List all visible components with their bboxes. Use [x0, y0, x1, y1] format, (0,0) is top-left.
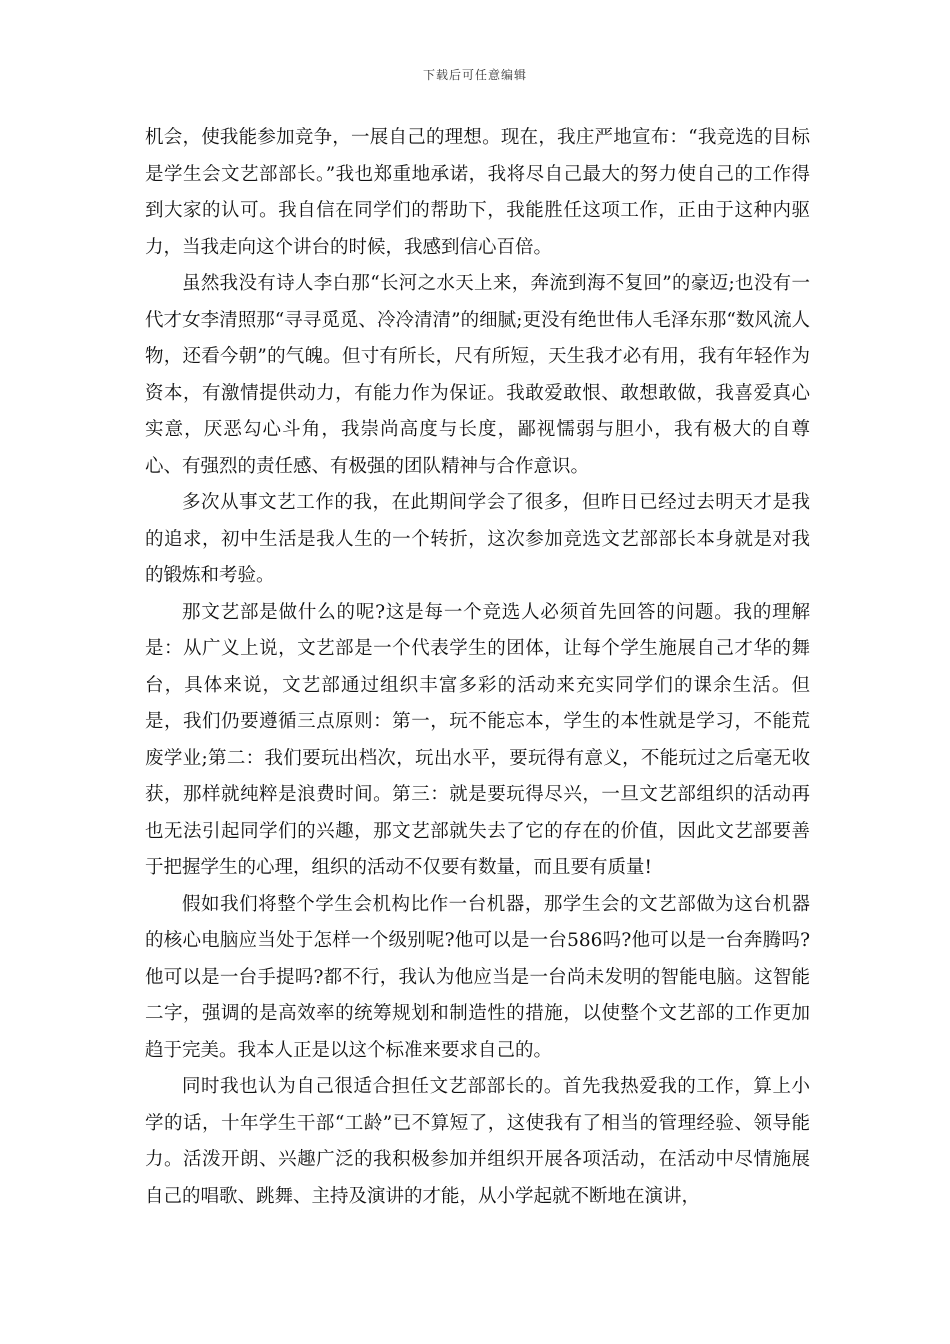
paragraph-continuation: 机会，使我能参加竞争，一展自己的理想。现在，我庄严地宣布：“我竞选的目标是学生会文艺部部长。”我也郑重地承诺，我将尽自己最大的努力使自己的工作得到大家的认可。我自信在同学们的帮助下，我能胜任这项工作，正由于这种内驱力，当我走向这个讲台的时候，我感到信心百倍。 [145, 127, 810, 258]
document-body [145, 120, 810, 1215]
paragraph: 多次从事文艺工作的我，在此期间学会了很多，但昨日已经过去明天才是我的追求，初中生活是我人生的一个转折，这次参加竞选文艺部部长本身就是对我的锻炼和考验。 [145, 492, 810, 586]
paragraph: 同时我也认为自己很适合担任文艺部部长的。首先我热爱我的工作，算上小学的话，十年学生干部“工龄”已不算短了，这使我有了相当的管理经验、领导能力。活泼开朗、兴趣广泛的我积极参加并组织开展各项活动，在活动中尽情施展自己的唱歌、跳舞、主持及演讲的才能，从小学起就不断地在演讲， [145, 1076, 810, 1207]
paragraph: 虽然我没有诗人李白那“长河之水天上来，奔流到海不复回”的豪迈;也没有一代才女李清照那“寻寻觅觅、冷冷清清”的细腻;更没有绝世伟人毛泽东那“数风流人物，还看今朝”的气魄。但寸有所长，尺有所短，天生我才必有用，我有年轻作为资本，有激情提供动力，有能力作为保证。我敢爱敢恨、敢想敢做，我喜爱真心实意，厌恶勾心斗角，我崇尚高度与长度，鄙视懦弱与胆小，我有极大的自尊心、有强烈的责任感、有极强的团队精神与合作意识。 [145, 273, 810, 477]
page-header-note: 下载后可任意编辑 [422, 68, 527, 82]
paragraph: 假如我们将整个学生会机构比作一台机器，那学生会的文艺部做为这台机器的核心电脑应当处于怎样一个级别呢?他可以是一台586吗?他可以是一台奔腾吗?他可以是一台手提吗?都不行，我认为他应当是一台尚未发明的智能电脑。这智能二字，强调的是高效率的统筹规划和制造性的措施，以使整个文艺部的工作更加趋于完美。我本人正是以这个标准来要求自己的。 [145, 893, 810, 1061]
paragraph: 那文艺部是做什么的呢?这是每一个竞选人必须首先回答的问题。我的理解是：从广义上说，文艺部是一个代表学生的团体，让每个学生施展自己才华的舞台，具体来说，文艺部通过组织丰富多彩的活动来充实同学们的课余生活。但是，我们仍要遵循三点原则：第一，玩不能忘本，学生的本性就是学习，不能荒废学业;第二：我们要玩出档次，玩出水平，要玩得有意义，不能玩过之后毫无收获，那样就纯粹是浪费时间。第三：就是要玩得尽兴，一旦文艺部组织的活动再也无法引起同学们的兴趣，那文艺部就失去了它的存在的价值，因此文艺部要善于把握学生的心理，组织的活动不仅要有数量，而且要有质量! [145, 601, 810, 878]
